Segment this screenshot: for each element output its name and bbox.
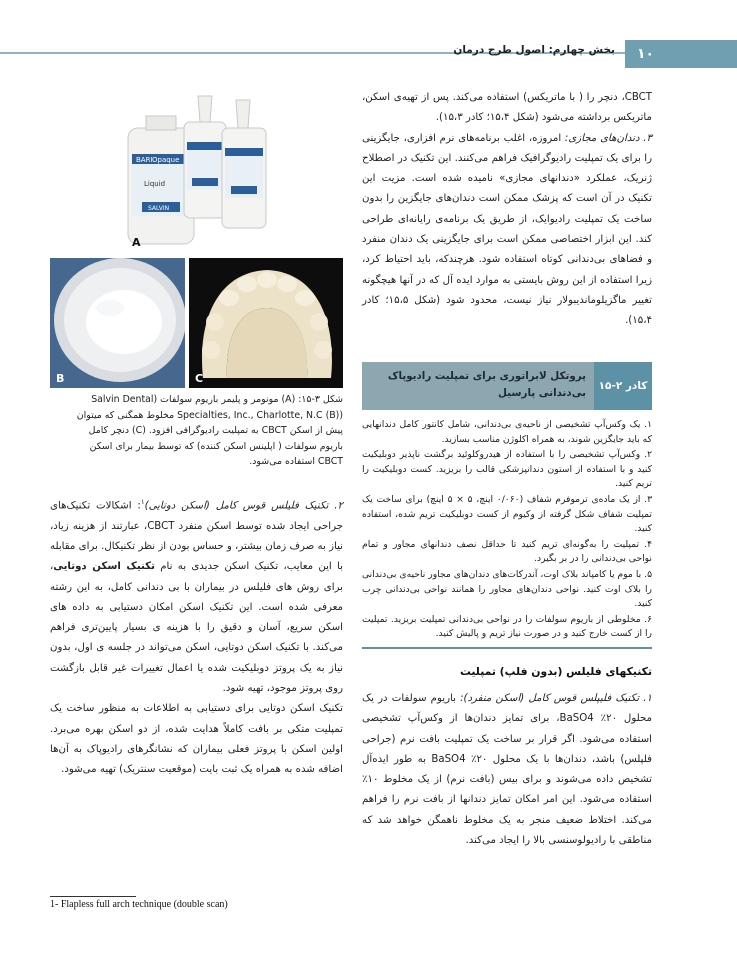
box-title: پروتکل لابراتوری برای تمپلیت رادیوپاک بی‌دندانی پارسیل <box>362 362 594 410</box>
mixture-illustration <box>50 258 185 388</box>
double-scan-text-b: ، برای روش های فلیلس در بیماران با بی دندانی کامل، به این رشته معرفی شده است. این تکنیک اسکن امکان دستیابی به داده های اسکن سریع، آسان و دقیق را با هزینه ی بسیار پایین‌تری فراهم می‌کند. با تکنیک اسکن دوتایی، اسکن می‌تواند در جلسه ی اول، بدون نیاز به یک پروتز دوبلیکیت شده یا اعمال تغییرات غیر قابل بازگشت روی پروتز موجود، تهیه شود. <box>50 561 343 695</box>
footnote-rule <box>50 896 136 897</box>
caption-line: (Specialties, Inc., Charlotte, N.C (B) مخلوط همگنی که میتوان <box>76 409 343 421</box>
figure-label-b: B <box>56 372 65 385</box>
bottles-illustration <box>118 86 273 252</box>
left-column <box>50 492 343 781</box>
bottle-maker-1: SALVIN <box>148 205 170 212</box>
double-scan-heading: ۲. تکنیک فلیلس قوس کامل (اسکن دوتایی) <box>144 500 343 512</box>
right-column-bottom <box>362 689 652 851</box>
box-item: ۴. تمپلیت را به‌گونه‌ای تریم کنید تا حداقل نصف دندانهای مجاور و تمام نواحی بی‌دندانی را در بر بگیرد. <box>362 538 652 565</box>
double-scan-bold: تکنیک اسکن دوتایی <box>53 561 155 573</box>
footnote: 1- Flapless full arch technique (double scan) <box>50 899 228 910</box>
box-item: ۳. از یک ماده‌ی ترموفرم شفاف (۰/۰۶۰ اینچ، ۵ × ۵ اینچ) برای ساخت یک تمپلیت شفاف شکل گرفته از وکیوم از کست دوبلیکیت تریم شده، استفاده کنید. <box>362 493 653 535</box>
figure-label-a: A <box>132 236 141 249</box>
caption-line: CBCT استفاده می‌شود. <box>249 456 343 467</box>
paragraph-cbct: CBCT، دنچر را ( با ماتریکس) استفاده می‌کند. پس از تهیه‌ی اسکن، ماتریکس برداشته می‌شود (شکل ۱۵،۴؛ کادر ۱۵،۳). <box>362 92 652 124</box>
caption-line: پیش از اسکن CBCT به تمپلیت رادیوگرافی افزود. (C) دنچر کامل <box>88 425 343 436</box>
box-item: ۶. مخلوطی از باریوم سولفات را در نواحی بی‌دندانی تمپلیت بریزید. تمپلیت را از کست خارج کنید و در صورت نیاز تریم و پالیش کنید. <box>362 613 652 640</box>
paragraph-double-scan <box>50 492 343 699</box>
figure-image-b <box>50 258 185 388</box>
single-scan-heading: ۱. تکنیک فلیپلس قوس کامل (اسکن منفرد): <box>460 693 652 704</box>
virtual-teeth-text: امروزه، اغلب برنامه‌های نرم افزاری، جایگزینی را برای یک تمپلیت رادیوگرافیک فراهم می‌کنند. این تکنیک در اصطلاح ژنریک، عملکرد «دندانهای مجازی» نامیده شده است. مزیت این تکنیک در آن است که پزشک ممکن است دندان‌های جایگزین را بدون ساخت یک تمپلیت رادیوایک، از طریق یک برنامه‌ی رایانه‌ای طراحی کند. این ابزار اختصاصی ممکن است برای جایگزینی یک دندان منفرد و فضاهای بی‌دندانی کوتاه استفاده شود. هرچندکه، باید احتیاط کرد، زیرا استفاده از این روش بایستی به موارد ایده آل که در آنها هیچگونه تغییر ماگزیلوماندیبولار نیاز نیست، محدود شود (شکل ۱۵،۵؛ کادر ۱۵،۴). <box>362 132 652 327</box>
figure-image-a <box>118 86 273 252</box>
box-body <box>362 418 652 643</box>
bottle-brand-1: BARI <box>136 156 153 164</box>
box-bottom-rule <box>362 647 652 649</box>
page-number: ۱۰ <box>625 40 737 68</box>
section-subheading: تکنیکهای فلیلس (بدون فلپ) تمپلیت <box>459 665 652 678</box>
figure-caption <box>50 392 343 470</box>
box-item: ۲. وکس‌آپ تشخیصی را با استفاده از هیدروکلوئید برگشت ناپذیر دوبلیکیت کنید و با استفاده از استون دندانپزشکی قالب را بریزید. کست دوبلیکیت را تریم کنید. <box>362 449 652 490</box>
single-scan-text: باریوم سولفات در یک محلول ۲۰٪ BaSO4، برای تمایز دندان‌ها از وکس‌آپ تشخیصی استفاده می‌شود. اگر قرار بر ساخت یک تمپلیت بافت نرم (جراحی فلپلس) باشد، دندان‌ها با یک محلول ۲۰٪ BaSO4 به طور ایده‌آل تشخیص داده می‌شوند و برای بیس (بافت نرم) از یک مخلوط ۱۰٪ استفاده می‌شود. این امر امکان تمایز دندانها از بافت نرم را فراهم می‌کند. اختلاط ضعیف منجر به یک مخلوط ناهمگن خواهد شد که مناطقی با رادیولوسنسی بالا را ایجاد می‌کند. <box>362 693 653 847</box>
paragraph-two-scans: تکنیک اسکن دوتایی برای دستیابی به اطلاعات به منظور ساخت یک تمپلیت متکی بر بافت کاملاً هدایت شده، از دو اسکن بهره می‌برد. اولین اسکن با پروتز فعلی بیماران که نشانگرهای رادیوپاک به آن‌ها اضافه شده به همراه یک ثبت بایت (موقعیت سنتریک) تهیه می‌شود. <box>50 703 343 776</box>
caption-line: شکل ۳-۱۵: (A) مونومر و پلیمر باریوم سولفات (Salvin Dental <box>91 394 343 405</box>
right-column-top <box>362 88 652 332</box>
caption-line: باریوم سولفات ( اپلینس اسکن کننده) که توسط بیمار برای اسکن <box>89 440 343 452</box>
bottle-product-1: Opaque <box>152 156 180 164</box>
bottle-liquid-label: Liquid <box>144 180 166 188</box>
figure-label-c: C <box>195 372 204 385</box>
box-header <box>362 362 652 410</box>
virtual-teeth-heading: ۳. دندان‌های مجازی: <box>564 132 652 144</box>
double-scan-text-a: : اشکالات تکنیک‌های جراحی ایجاد شده توسط اسکن منفرد CBCT، عبارتند از هزینه زیاد، نیاز به صرف زمان بیشتر، و حساس بودن از نظر تکنیکال. برای مقابله با این معایب، تکنیک اسکن جدیدی به نام <box>49 500 343 573</box>
figure-image-c <box>189 258 343 388</box>
box-tag: کادر ۲-۱۵ <box>594 362 652 410</box>
paragraph-single-scan <box>362 689 652 851</box>
box-item: ۵. با موم یا کامپاند بلاک اوت، آندرکات‌های دندان‌های مجاور ناحیه‌ی بی‌دندانی را بلاک اوت کنید. نواحی دندان‌های مجاور را همانند نواحی بی‌دندانی چرب کنید. <box>362 568 652 610</box>
denture-illustration <box>189 258 343 388</box>
chapter-title: بخش چهارم: اصول طرح درمان <box>453 44 615 56</box>
box-item: ۱. یک وکس‌آپ تشخیصی از ناحیه‌ی بی‌دندانی، شامل کانتور کامل دندانهایی که باید جایگزین شوند، به همراه اکلوژن مناسب بسازید. <box>362 419 652 445</box>
paragraph-virtual-teeth <box>362 129 652 332</box>
footnote-marker: ۱ <box>140 498 145 506</box>
